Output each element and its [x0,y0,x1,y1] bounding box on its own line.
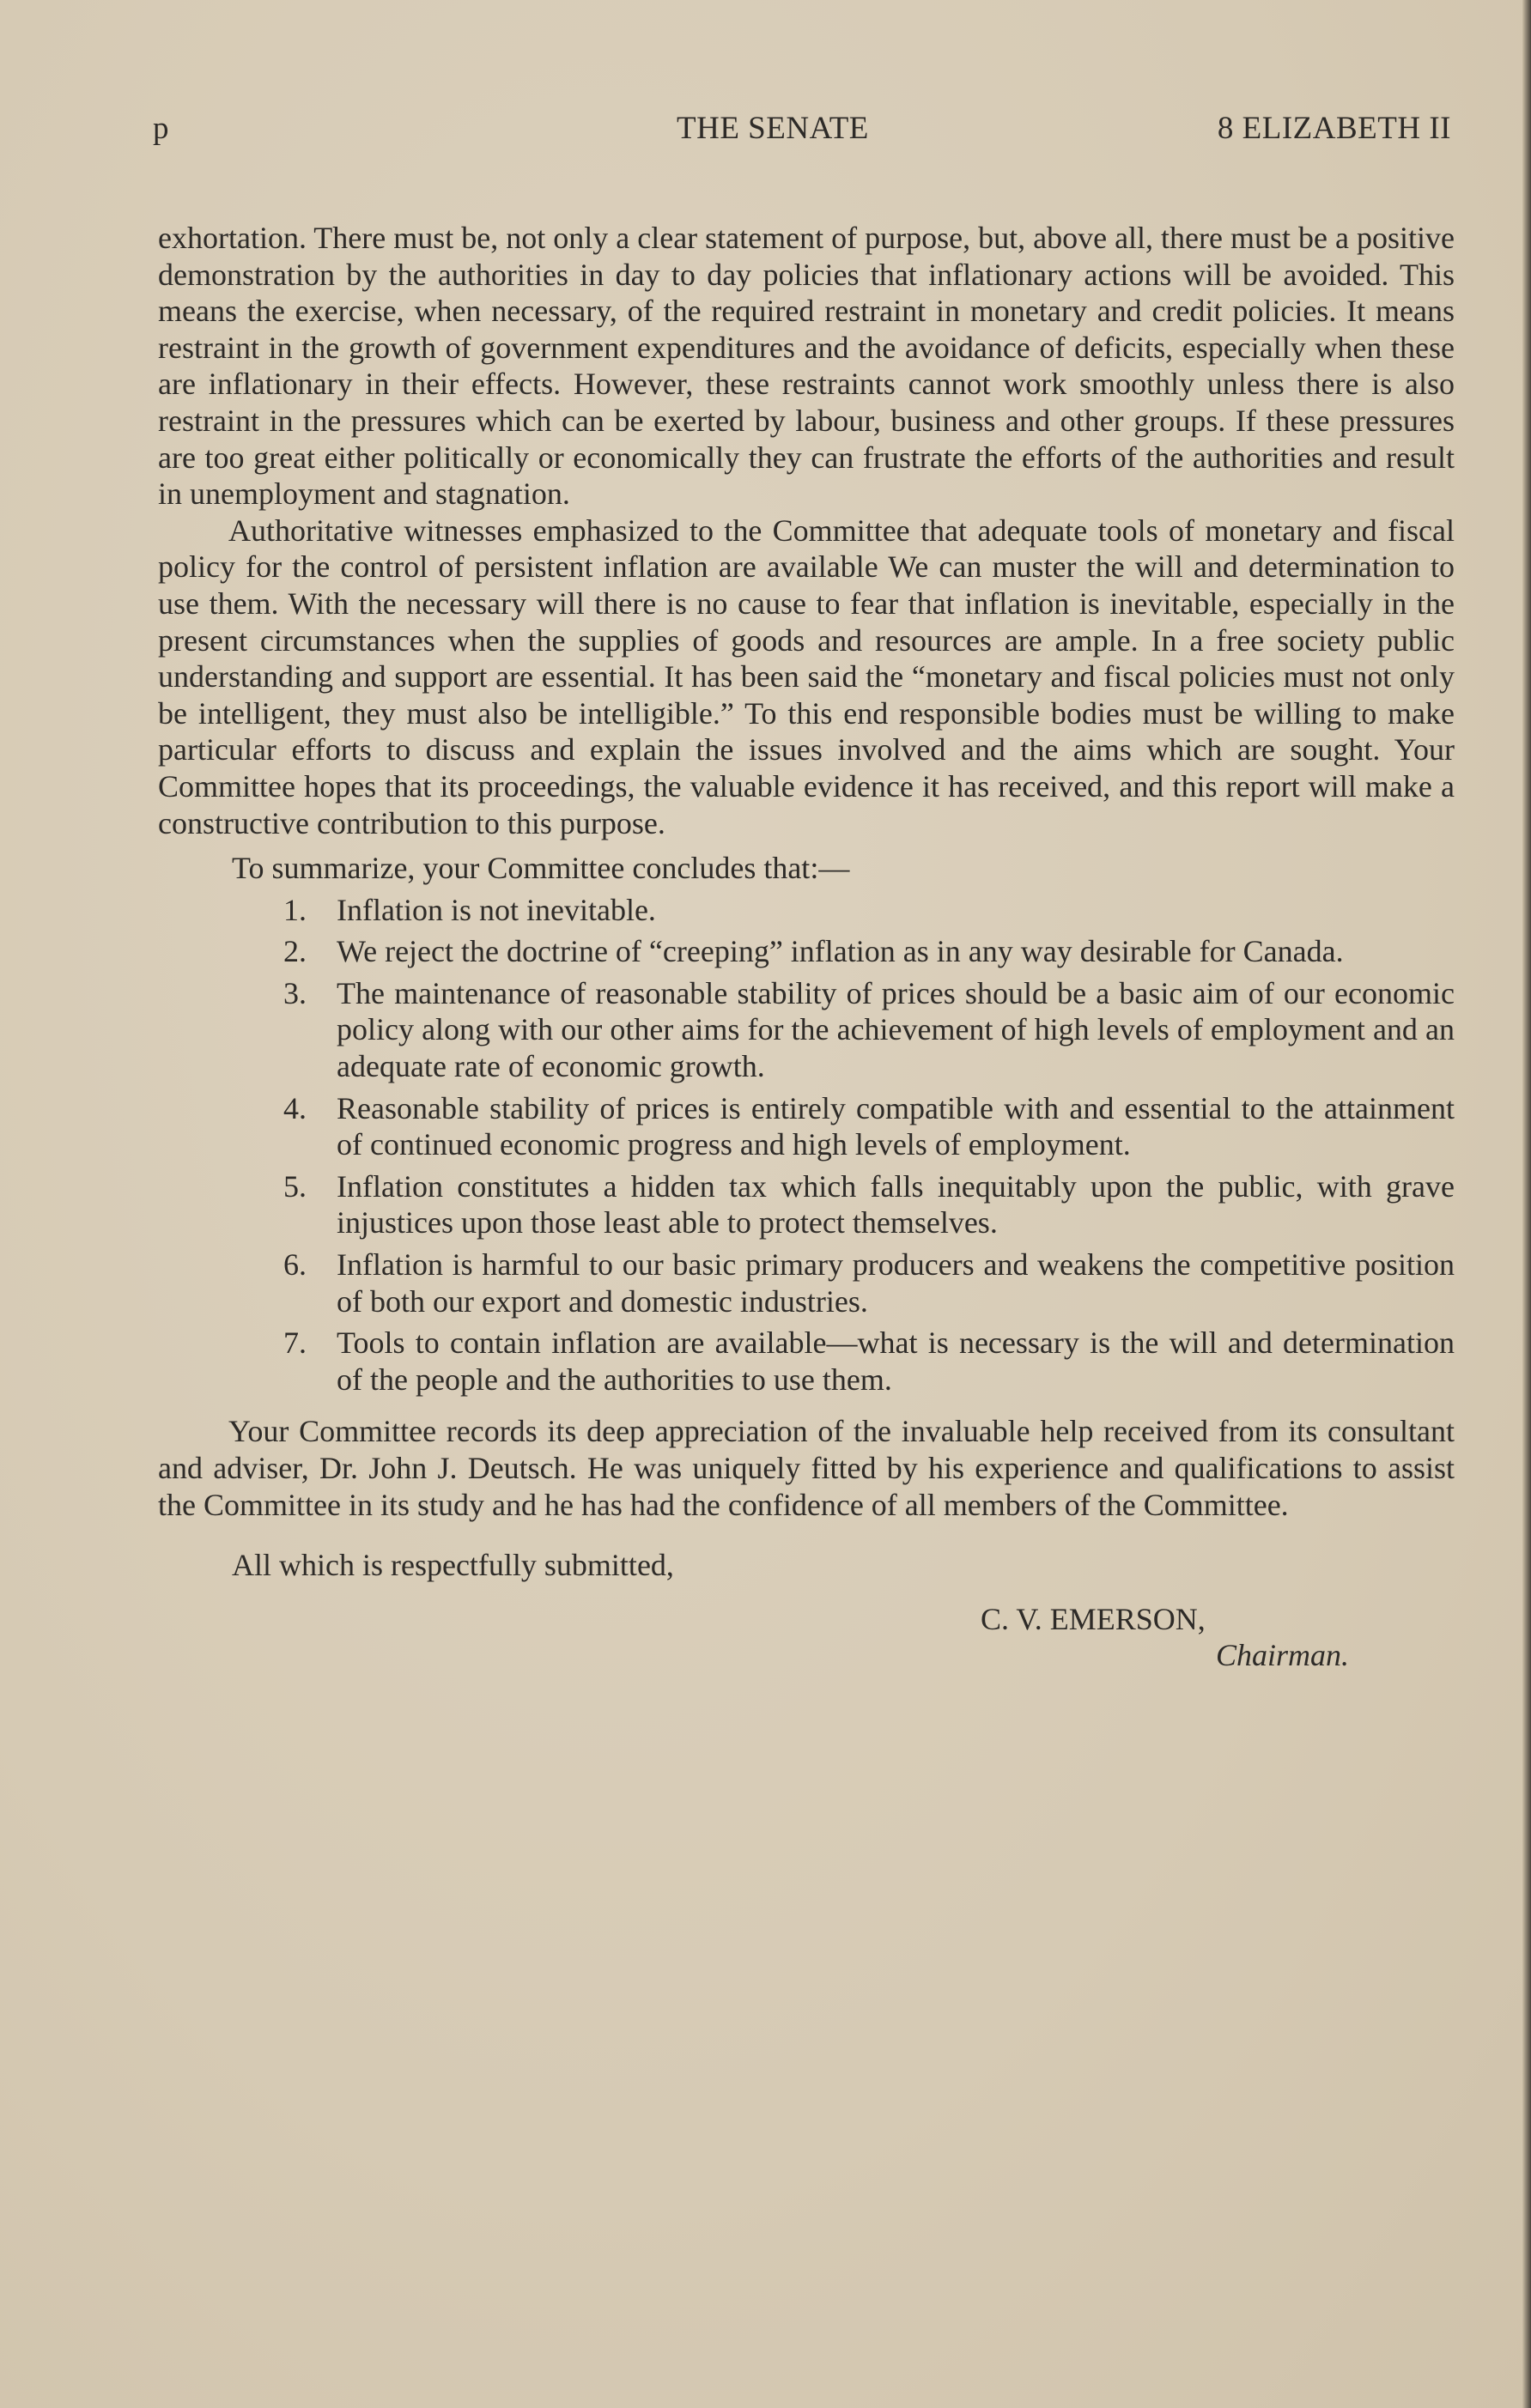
list-item [158,1090,1455,1163]
list-item-number: 5. [283,1168,307,1204]
page-edge [1522,0,1531,2408]
list-item [158,1246,1455,1319]
list-item-number: 1. [283,892,307,927]
running-title: THE SENATE [677,111,869,146]
list-item-number: 4. [283,1090,307,1125]
closing-line: All which is respectfully submitted, [232,1548,674,1583]
list-item-number: 7. [283,1325,307,1361]
paragraph-witnesses: Authoritative witnesses emphasized to the Committee that adequate tools of monetary and fiscal policy for the control of persistent inflation are available We can muster the will and determination to use them. With the necessary will there is no cause to fear that inflation is inevitable, especially in the present circumstances when the supplies of goods and resources are ample. In a free society public understanding and support are essential. It has been said the “monetary and fiscal policies must not only be intelligent, they must also be intelligible.” To this end responsible bodies must be willing to make particular efforts to discuss and explain the issues involved and the aims which are sought. Your Committee hopes that its proceedings, the valuable evidence it has received, and this report will make a constructive contribution to this purpose. [158,513,1455,840]
signature-name: C. V. EMERSON, [981,1601,1206,1636]
page-header [153,110,1451,151]
paragraph-continuation: exhortation. There must be, not only a clear statement of purpose, but, above all, there must be a positive demonstration by the authorities in day to day policies that inflationary actions will be avoided. This means the exercise, when necessary, of the required restraint in monetary and credit policies. It means restraint in the growth of government expenditures and the avoidance of deficits, especially when these are inflationary in their effects. However, these restraints cannot work smoothly unless there is also restraint in the pressures which can be exerted by labour, business and other groups. If these pressures are too great either politically or economically they can frustrate the efforts of the authorities and result in unemployment and stagnation. [158,221,1455,512]
list-item-number: 3. [283,975,307,1010]
regnal-year: 8 ELIZABETH II [1217,111,1451,146]
list-item-number: 2. [283,934,307,969]
list-item-text: Reasonable stability of prices is entirely compatible with and essential to the attainment of continued economic progress and high levels of employment. [337,1090,1455,1162]
list-item-text: The maintenance of reasonable stability of prices should be a basic aim of our economic policy along with our other aims for the achievement of high levels of employment and an adequate rate of economic growth. [337,975,1455,1084]
list-item [158,975,1455,1085]
list-item-number: 6. [283,1247,307,1283]
signature-title: Chairman. [1216,1638,1350,1673]
list-item-text: Inflation is not inevitable. [337,892,656,927]
list-item [158,1325,1455,1398]
list-item [158,892,1455,929]
list-item-text: We reject the doctrine of “creeping” inflation as in any way desirable for Canada. [337,934,1344,969]
summary-intro: To summarize, your Committee concludes that:— [232,851,850,886]
page-number: p [153,111,169,146]
conclusions-list [158,892,1455,1398]
report-body [158,220,1455,1674]
list-item-text: Tools to contain inflation are available—what is necessary is the will and determination of the people and the authorities to use them. [337,1325,1455,1397]
list-item-text: Inflation is harmful to our basic primary producers and weakens the competitive position of both our export and domestic industries. [337,1247,1455,1319]
list-item [158,933,1455,970]
paragraph-appreciation: Your Committee records its deep appreciation of the invaluable help received from its consultant and adviser, Dr. John J. Deutsch. He was uniquely fitted by his experience and qualifications to assist the Committee in its study and he has had the confidence of all members of the Committee. [158,1414,1455,1522]
list-item [158,1168,1455,1241]
list-item-text: Inflation constitutes a hidden tax which falls inequitably upon the public, with grave injustices upon those least able to protect themselves. [337,1168,1455,1240]
